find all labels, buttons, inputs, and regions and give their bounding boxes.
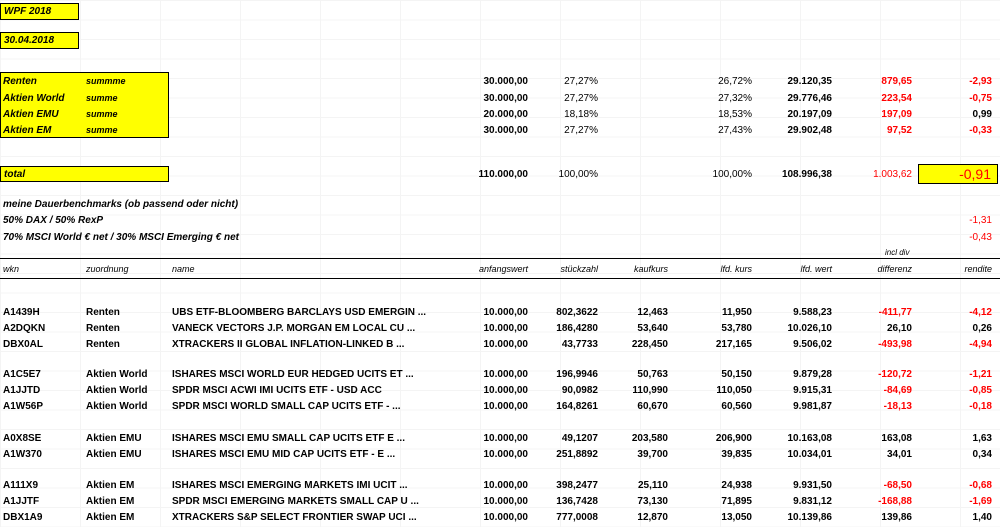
- cell-name: XTRACKERS S&P SELECT FRONTIER SWAP UCI ...: [172, 512, 417, 523]
- cell-stueckzahl: 196,9946: [556, 369, 598, 380]
- summary-differenz: 879,65: [881, 76, 912, 87]
- table-row[interactable]: [0, 383, 1000, 399]
- cell-lfd-kurs: 110,050: [716, 385, 752, 396]
- cell-anfangswert: 10.000,00: [483, 307, 528, 318]
- total-pct1: 100,00%: [558, 169, 598, 180]
- cell-wkn: A0X8SE: [3, 433, 42, 444]
- summary-sub: summe: [86, 125, 118, 135]
- summary-pct2: 27,32%: [718, 93, 752, 104]
- summary-lfd-wert: 29.120,35: [787, 76, 832, 87]
- title-cell[interactable]: [0, 3, 79, 20]
- cell-rendite: 1,63: [972, 433, 992, 444]
- table-row[interactable]: [0, 321, 1000, 337]
- cell-zuordnung: Aktien World: [86, 401, 148, 412]
- cell-zuordnung: Renten: [86, 307, 120, 318]
- header-lfd-kurs: lfd. kurs: [720, 264, 752, 274]
- summary-row[interactable]: [0, 91, 1000, 107]
- cell-stueckzahl: 777,0008: [556, 512, 598, 523]
- table-row[interactable]: [0, 431, 1000, 447]
- cell-rendite: 1,40: [972, 512, 992, 523]
- cell-wkn: A111X9: [3, 480, 39, 491]
- summary-row[interactable]: [0, 107, 1000, 123]
- cell-zuordnung: Aktien World: [86, 385, 148, 396]
- summary-pct1: 27,27%: [564, 93, 598, 104]
- cell-kaufkurs: 12,870: [637, 512, 668, 523]
- cell-lfd-wert: 9.931,50: [793, 480, 832, 491]
- summary-row[interactable]: [0, 123, 1000, 139]
- summary-label: Renten: [3, 76, 37, 87]
- cell-zuordnung: Aktien EM: [86, 480, 135, 491]
- cell-lfd-wert: 10.034,01: [787, 449, 832, 460]
- total-label-cell[interactable]: [0, 166, 169, 182]
- cell-zuordnung: Renten: [86, 323, 120, 334]
- cell-lfd-kurs: 13,050: [721, 512, 752, 523]
- cell-wkn: A1JJTF: [3, 496, 40, 507]
- total-rendite-cell[interactable]: [918, 164, 998, 184]
- cell-stueckzahl: 164,8261: [556, 401, 598, 412]
- header-lfd-wert: lfd. wert: [800, 264, 832, 274]
- benchmark-2-value: -0,43: [969, 232, 992, 243]
- summary-pct1: 18,18%: [564, 109, 598, 120]
- table-row[interactable]: [0, 337, 1000, 353]
- total-differenz: 1.003,62: [873, 169, 912, 180]
- cell-rendite: -4,12: [969, 307, 992, 318]
- summary-pct1: 27,27%: [564, 76, 598, 87]
- cell-differenz: 26,10: [886, 323, 912, 334]
- header-differenz: differenz: [877, 264, 912, 274]
- header-bottom-border: [0, 278, 1000, 279]
- cell-stueckzahl: 136,7428: [556, 496, 598, 507]
- cell-zuordnung: Renten: [86, 339, 120, 350]
- header-anfangswert: anfangswert: [478, 264, 528, 274]
- cell-anfangswert: 10.000,00: [483, 496, 528, 507]
- cell-lfd-kurs: 50,150: [721, 369, 752, 380]
- cell-name: UBS ETF-BLOOMBERG BARCLAYS USD EMERGIN ...: [172, 307, 427, 318]
- header-top-border: [0, 258, 1000, 259]
- cell-anfangswert: 10.000,00: [483, 480, 528, 491]
- summary-pct2: 26,72%: [718, 76, 752, 87]
- summary-differenz: 197,09: [881, 109, 912, 120]
- cell-lfd-wert: 9.981,87: [793, 401, 832, 412]
- cell-lfd-kurs: 53,780: [721, 323, 752, 334]
- summary-label: Aktien World: [3, 93, 65, 104]
- total-label: total: [4, 169, 26, 180]
- benchmark-1-label: 50% DAX / 50% RexP: [3, 215, 104, 226]
- cell-differenz: 139,86: [881, 512, 912, 523]
- cell-kaufkurs: 53,640: [637, 323, 668, 334]
- cell-differenz: -68,50: [883, 480, 912, 491]
- cell-lfd-kurs: 24,938: [721, 480, 752, 491]
- cell-anfangswert: 10.000,00: [483, 369, 528, 380]
- cell-wkn: A1439H: [3, 307, 40, 318]
- cell-anfangswert: 10.000,00: [483, 449, 528, 460]
- cell-differenz: -493,98: [878, 339, 912, 350]
- header-wkn: wkn: [3, 264, 20, 274]
- table-row[interactable]: [0, 305, 1000, 321]
- table-row[interactable]: [0, 447, 1000, 463]
- cell-zuordnung: Aktien EMU: [86, 449, 142, 460]
- summary-lfd-wert: 20.197,09: [787, 109, 832, 120]
- cell-lfd-wert: 10.026,10: [787, 323, 832, 334]
- cell-rendite: -0,68: [969, 480, 992, 491]
- cell-lfd-wert: 9.831,12: [793, 496, 832, 507]
- sheet-title: WPF 2018: [4, 6, 52, 17]
- table-row[interactable]: [0, 478, 1000, 494]
- summary-anfangswert: 30.000,00: [483, 76, 528, 87]
- header-stueckzahl: stückzahl: [560, 264, 598, 274]
- cell-differenz: -411,77: [878, 307, 912, 318]
- summary-sub: summe: [86, 93, 118, 103]
- cell-lfd-wert: 9.506,02: [793, 339, 832, 350]
- cell-differenz: 163,08: [881, 433, 912, 444]
- summary-rendite: -0,75: [969, 93, 992, 104]
- cell-lfd-kurs: 11,950: [721, 307, 752, 318]
- summary-anfangswert: 30.000,00: [483, 93, 528, 104]
- cell-zuordnung: Aktien EM: [86, 512, 135, 523]
- cell-stueckzahl: 43,7733: [561, 339, 598, 350]
- summary-differenz: 97,52: [886, 125, 912, 136]
- summary-sub: summme: [86, 76, 126, 86]
- cell-differenz: -18,13: [883, 401, 912, 412]
- cell-rendite: -0,85: [969, 385, 992, 396]
- summary-anfangswert: 30.000,00: [483, 125, 528, 136]
- summary-pct2: 27,43%: [718, 125, 752, 136]
- cell-wkn: DBX1A9: [3, 512, 43, 523]
- cell-anfangswert: 10.000,00: [483, 433, 528, 444]
- total-rendite: -0,91: [959, 166, 991, 182]
- cell-lfd-wert: 10.163,08: [787, 433, 832, 444]
- table-row[interactable]: [0, 399, 1000, 415]
- cell-stueckzahl: 186,4280: [556, 323, 598, 334]
- cell-lfd-wert: 9.588,23: [793, 307, 832, 318]
- summary-sub: summe: [86, 109, 118, 119]
- cell-anfangswert: 10.000,00: [483, 401, 528, 412]
- cell-differenz: -120,72: [878, 369, 912, 380]
- cell-stueckzahl: 802,3622: [556, 307, 598, 318]
- cell-name: SPDR MSCI ACWI IMI UCITS ETF - USD ACC: [172, 385, 382, 396]
- cell-name: ISHARES MSCI WORLD EUR HEDGED UCITS ET ...: [172, 369, 414, 380]
- total-anfangswert: 110.000,00: [478, 169, 528, 180]
- summary-anfangswert: 20.000,00: [483, 109, 528, 120]
- cell-stueckzahl: 49,1207: [561, 433, 598, 444]
- cell-wkn: A1JJTD: [3, 385, 41, 396]
- cell-zuordnung: Aktien World: [86, 369, 148, 380]
- cell-lfd-kurs: 206,900: [715, 433, 752, 444]
- cell-kaufkurs: 50,763: [637, 369, 668, 380]
- cell-differenz: -84,69: [883, 385, 912, 396]
- total-pct2: 100,00%: [712, 169, 752, 180]
- cell-rendite: 0,34: [972, 449, 992, 460]
- cell-name: ISHARES MSCI EMU MID CAP UCITS ETF - E ...: [172, 449, 396, 460]
- header-kaufkurs: kaufkurs: [633, 264, 668, 274]
- header-rendite: rendite: [964, 264, 992, 274]
- sheet-date: 30.04.2018: [4, 35, 55, 46]
- summary-rendite: -2,93: [969, 76, 992, 87]
- cell-lfd-kurs: 60,560: [721, 401, 752, 412]
- cell-wkn: DBX0AL: [3, 339, 44, 350]
- cell-kaufkurs: 203,580: [631, 433, 668, 444]
- cell-rendite: -4,94: [969, 339, 992, 350]
- summary-pct2: 18,53%: [718, 109, 752, 120]
- summary-label: Aktien EMU: [3, 109, 59, 120]
- cell-kaufkurs: 110,990: [632, 385, 668, 396]
- summary-lfd-wert: 29.776,46: [787, 93, 832, 104]
- table-row[interactable]: [0, 494, 1000, 510]
- cell-kaufkurs: 228,450: [631, 339, 668, 350]
- table-row[interactable]: [0, 367, 1000, 383]
- cell-name: SPDR MSCI EMERGING MARKETS SMALL CAP U ...: [172, 496, 419, 507]
- cell-lfd-kurs: 39,835: [721, 449, 752, 460]
- table-row[interactable]: [0, 510, 1000, 526]
- cell-wkn: A2DQKN: [3, 323, 46, 334]
- benchmark-2-label: 70% MSCI World € net / 30% MSCI Emerging € net: [3, 232, 239, 243]
- cell-stueckzahl: 90,0982: [561, 385, 598, 396]
- cell-zuordnung: Aktien EMU: [86, 433, 142, 444]
- cell-name: ISHARES MSCI EMERGING MARKETS IMI UCIT ...: [172, 480, 408, 491]
- cell-anfangswert: 10.000,00: [483, 323, 528, 334]
- summary-pct1: 27,27%: [564, 125, 598, 136]
- summary-differenz: 223,54: [881, 93, 912, 104]
- cell-rendite: 0,26: [972, 323, 992, 334]
- cell-kaufkurs: 73,130: [637, 496, 668, 507]
- summary-rendite: 0,99: [972, 109, 992, 120]
- incl-div-note: incl div: [885, 248, 910, 257]
- cell-lfd-wert: 10.139,86: [787, 512, 832, 523]
- summary-rendite: -0,33: [969, 125, 992, 136]
- summary-row[interactable]: [0, 74, 1000, 90]
- total-lfd-wert: 108.996,38: [781, 169, 832, 180]
- cell-kaufkurs: 39,700: [637, 449, 668, 460]
- cell-name: XTRACKERS II GLOBAL INFLATION-LINKED B ...: [172, 339, 405, 350]
- summary-label: Aktien EM: [3, 125, 52, 136]
- cell-zuordnung: Aktien EM: [86, 496, 135, 507]
- cell-anfangswert: 10.000,00: [483, 385, 528, 396]
- cell-wkn: A1C5E7: [3, 369, 41, 380]
- cell-wkn: A1W370: [3, 449, 42, 460]
- cell-anfangswert: 10.000,00: [483, 512, 528, 523]
- date-cell[interactable]: [0, 32, 79, 49]
- benchmarks-title: meine Dauerbenchmarks (ob passend oder nicht): [3, 199, 239, 210]
- cell-name: SPDR MSCI WORLD SMALL CAP UCITS ETF - ...: [172, 401, 401, 412]
- cell-differenz: -168,88: [878, 496, 912, 507]
- cell-rendite: -1,21: [969, 369, 992, 380]
- cell-differenz: 34,01: [886, 449, 912, 460]
- cell-kaufkurs: 60,670: [637, 401, 668, 412]
- benchmark-1-value: -1,31: [969, 215, 992, 226]
- cell-rendite: -1,69: [969, 496, 992, 507]
- cell-rendite: -0,18: [969, 401, 992, 412]
- cell-stueckzahl: 251,8892: [556, 449, 598, 460]
- header-zuordnung: zuordnung: [86, 264, 129, 274]
- summary-lfd-wert: 29.902,48: [787, 125, 832, 136]
- cell-lfd-kurs: 217,165: [715, 339, 752, 350]
- cell-lfd-kurs: 71,895: [721, 496, 752, 507]
- cell-name: VANECK VECTORS J.P. MORGAN EM LOCAL CU ...: [172, 323, 416, 334]
- cell-wkn: A1W56P: [3, 401, 44, 412]
- cell-name: ISHARES MSCI EMU SMALL CAP UCITS ETF E ...: [172, 433, 405, 444]
- cell-kaufkurs: 25,110: [637, 480, 668, 491]
- cell-lfd-wert: 9.879,28: [793, 369, 832, 380]
- cell-stueckzahl: 398,2477: [556, 480, 598, 491]
- cell-kaufkurs: 12,463: [637, 307, 668, 318]
- cell-anfangswert: 10.000,00: [483, 339, 528, 350]
- cell-lfd-wert: 9.915,31: [793, 385, 832, 396]
- header-name: name: [172, 264, 195, 274]
